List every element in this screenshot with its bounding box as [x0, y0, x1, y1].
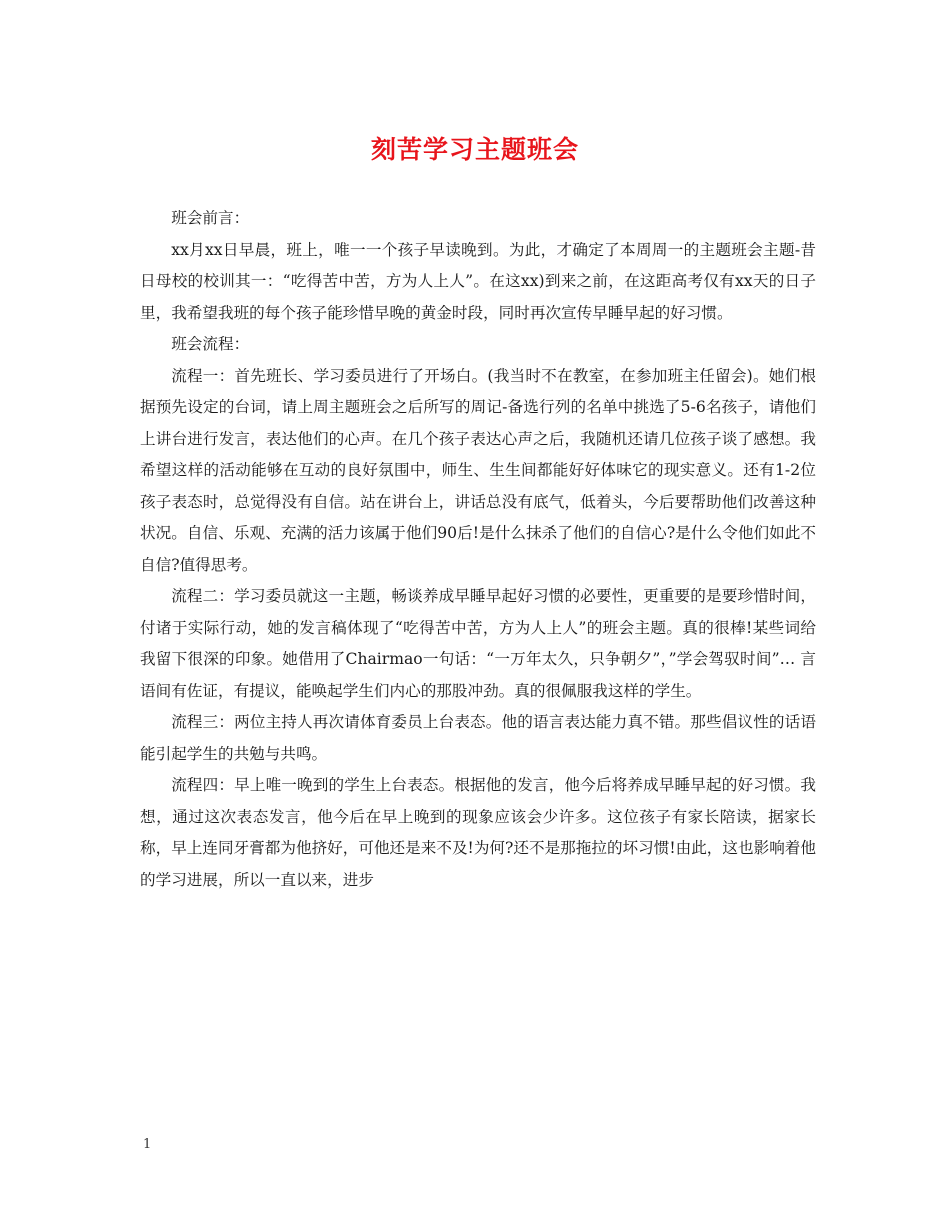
paragraph-process-three: 流程三：两位主持人再次请体育委员上台表态。他的语言表达能力真不错。那些倡议性的话语能引起学生的共勉与共鸣。: [140, 713, 816, 763]
paragraph-process-two: 流程二：学习委员就这一主题，畅谈养成早睡早起好习惯的必要性，更重要的是要珍惜时间，付诸于实际行动，她的发言稿体现了“吃得苦中苦，方为人上人”的班会主题。真的很棒!某些词给我留下很深的印象。她借用了Chairmao一句话：“一万年太久，只争朝夕”，”学会驾驭时间”… 言语间有佐证，有提议，能唤起学生们内心的那股冲劲。真的很佩服我这样的学生。: [140, 587, 816, 700]
document-title: 刻苦学习主题班会: [370, 135, 579, 164]
document-body: [140, 203, 816, 896]
paragraph-preface: xx月xx日早晨，班上，唯一一个孩子早读晚到。为此，才确定了本周周一的主题班会主题-昔日母校的校训其一：“吃得苦中苦，方为人上人”。在这xx)到来之前，在这距高考仅有xx天的日子里，我希望我班的每个孩子能珍惜早晚的黄金时段，同时再次宣传早睡早起的好习惯。: [140, 240, 816, 322]
paragraph-preface-heading: 班会前言：: [171, 209, 250, 227]
paragraph-process-one: 流程一：首先班长、学习委员进行了开场白。(我当时不在教室，在参加班主任留会)。她们根据预先设定的台词，请上周主题班会之后所写的周记-备选行列的名单中挑选了5-6名孩子，请他们上讲台进行发言，表达他们的心声。在几个孩子表达心声之后，我随机还请几位孩子谈了感想。我希望这样的活动能够在互动的良好氛围中，师生、生生间都能好好体味它的现实意义。还有1-2位孩子表态时，总觉得没有自信。站在讲台上，讲话总没有底气，低着头，今后要帮助他们改善这种状况。自信、乐观、充满的活力该属于他们90后!是什么抹杀了他们的自信心?是什么令他们如此不自信?值得思考。: [140, 366, 816, 574]
page-number: 1: [143, 1137, 152, 1152]
paragraph-process-heading: 班会流程：: [171, 335, 250, 353]
paragraph-process-four: 流程四：早上唯一晚到的学生上台表态。根据他的发言，他今后将养成早睡早起的好习惯。我想，通过这次表态发言，他今后在早上晚到的现象应该会少许多。这位孩子有家长陪读，据家长称，早上连同牙膏都为他挤好，可他还是来不及!为何?还不是那拖拉的坏习惯!由此，这也影响着他的学习进展，所以一直以来，进步: [140, 776, 816, 889]
